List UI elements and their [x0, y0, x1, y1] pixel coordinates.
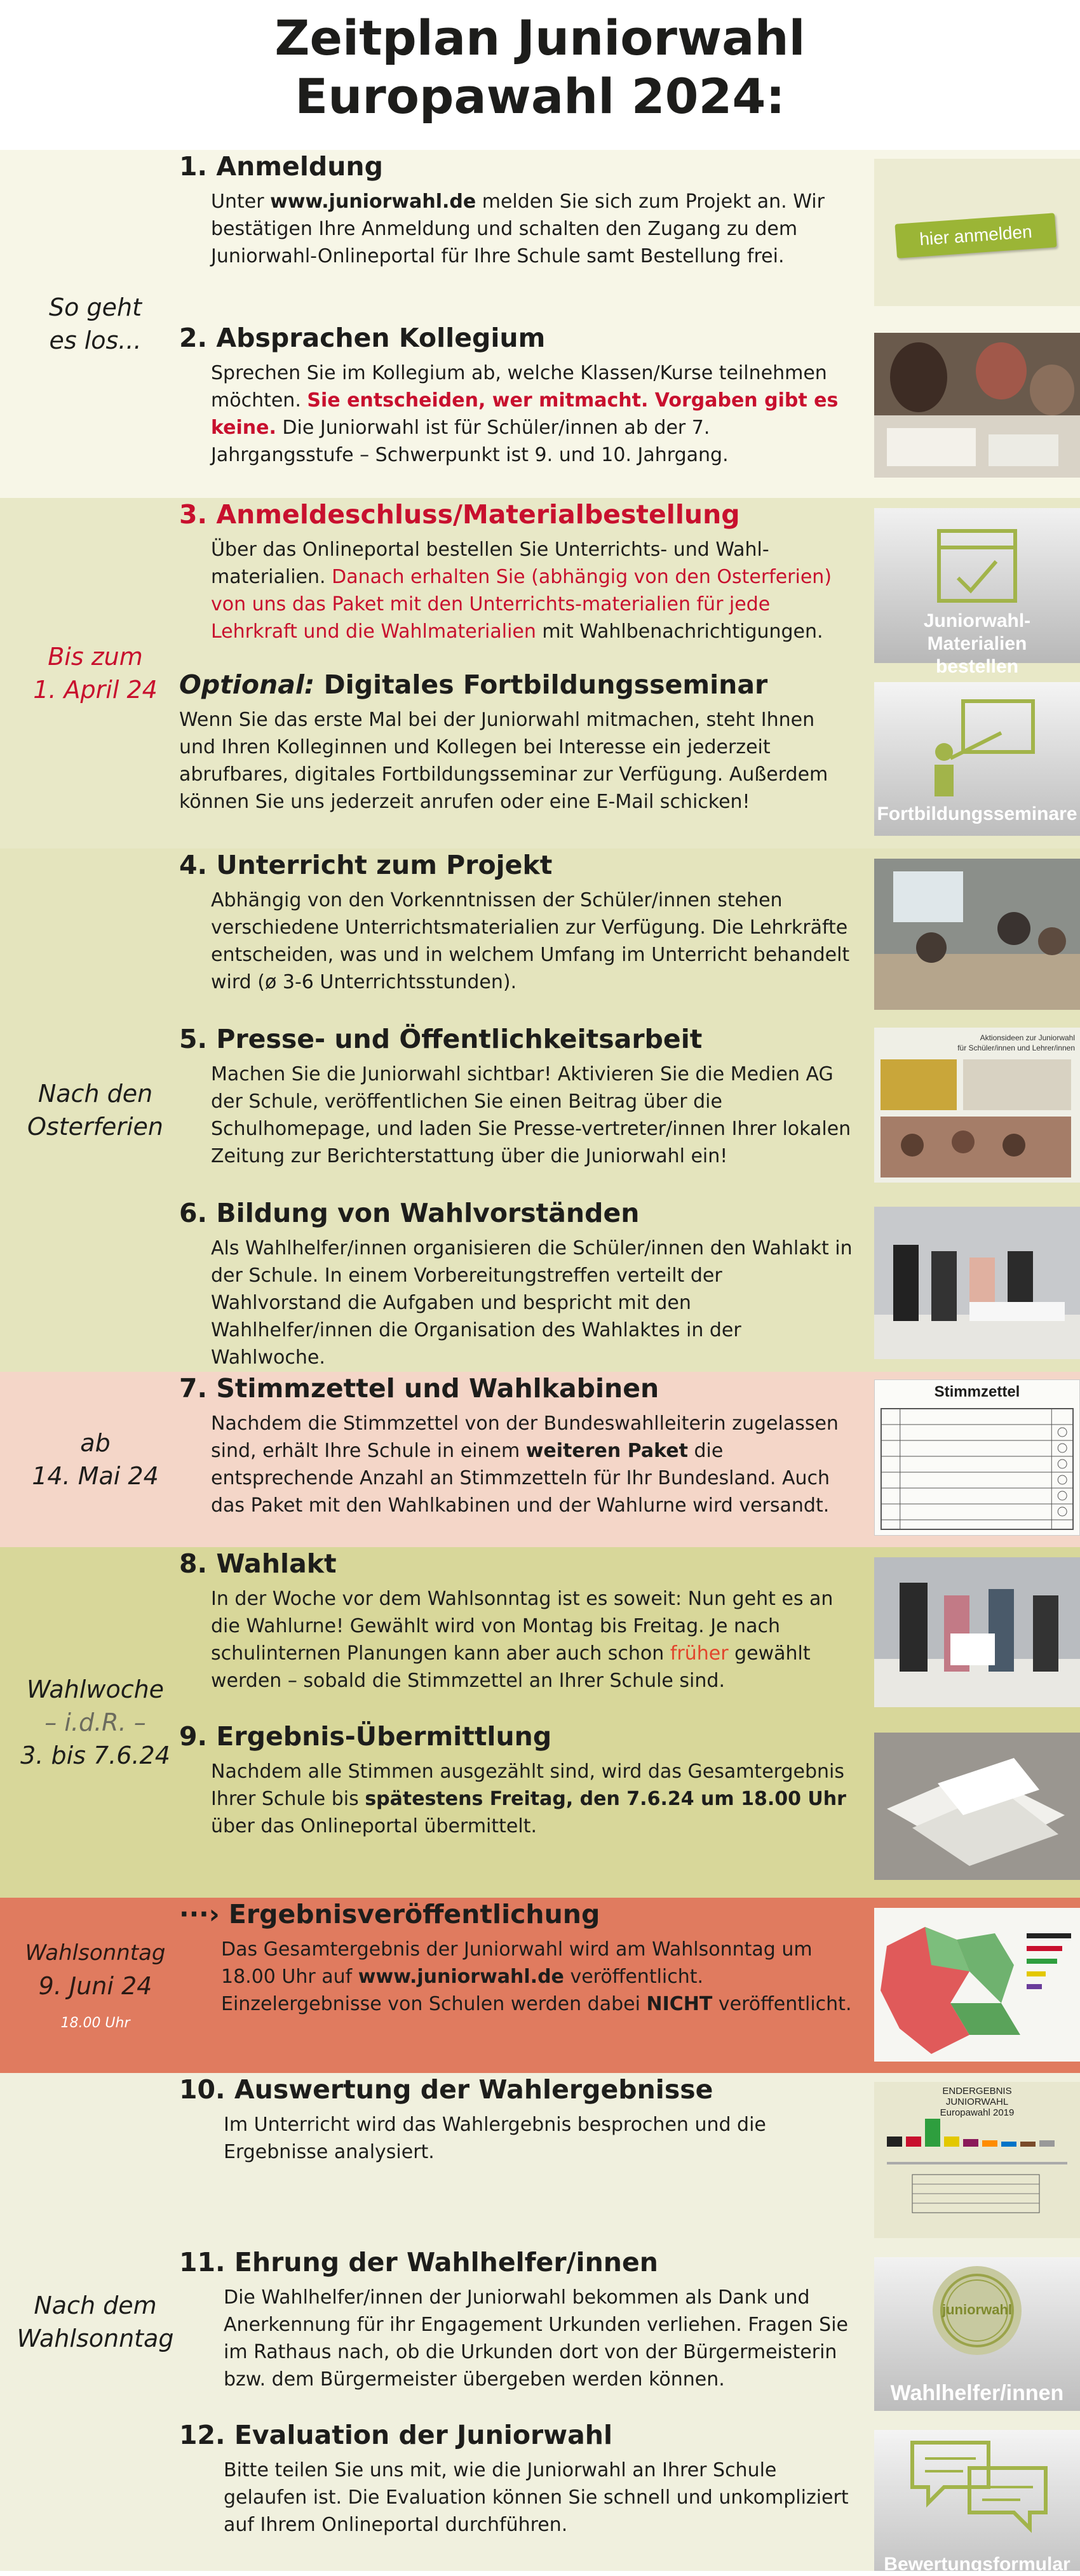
step-title: 3. Anmeldeschluss/Materialbestellung	[179, 499, 740, 530]
step-text: Nachdem alle Stimmen ausgezählt sind, wird das Gesamtergebnis Ihrer Schule bis spätestens Freitag, den 7.6.24 um 18.00 Uhr über das Onlineportal übermittelt.	[211, 1761, 846, 1837]
photo-classroom-icon	[874, 859, 1080, 1010]
step-title: 2. Absprachen Kollegium	[179, 323, 546, 353]
step-text: Das Gesamtergebnis der Juniorwahl wird am Wahlsonntag um 18.00 Uhr auf www.juniorwahl.de veröffentlicht. Einzelergebnisse von Schulen werden dabei NICHT veröffentlicht.	[221, 1938, 852, 2015]
step-title: 6. Bildung von Wahlvorständen	[179, 1198, 640, 1228]
band-ostern	[0, 849, 1080, 1372]
step-text: Über das Onlineportal bestellen Sie Unterrichts- und Wahl-materialien. Danach erhalten Sie (abhängig von den Osterferien) von uns das Paket mit den Unterrichts-materialien für jede Lehrkraft und die Wahlmaterialien mit Wahlbenachrichtigungen.	[211, 539, 832, 643]
step-text: Die Wahlhelfer/innen der Juniorwahl bekommen als Dank und Anerkennung für ihr Engagement Urkunden verliehen. Fragen Sie im Rathaus nach, ob die Urkunden dort von der Bürgermeisterin bzw. dem Bürgermeister übergeben werden können.	[224, 2286, 848, 2391]
photo-students-icon	[874, 1207, 1080, 1359]
seal-text: juniorwahl	[942, 2302, 1012, 2318]
band-label-wahlwoche: Wahlwoche – i.d.R. – 3. bis 7.6.24	[20, 1675, 170, 1769]
result-bars-icon	[874, 2117, 1080, 2238]
step-title: 10. Auswertung der Wahlergebnisse	[179, 2074, 713, 2105]
band-wahlsonntag	[0, 1898, 1080, 2073]
band-nach-wahlsonntag	[0, 2073, 1080, 2575]
photo-ballots-icon	[874, 1733, 1080, 1880]
thumb-kollegium-photo	[874, 333, 1080, 478]
band-label-april: Bis zum 1. April 24	[33, 643, 158, 704]
step-text: In der Woche vor dem Wahlsonntag ist es soweit: Nun geht es an die Wahlurne! Gewählt wird von Montag bis Freitag. Je nach schulinternen Planungen kann aber auch schon früher gewählt werden – sobald die Stimmzettel an Ihrer Schule sind.	[211, 1588, 834, 1692]
thumb-materialien[interactable]	[874, 508, 1080, 677]
step-wahlakt	[179, 1547, 853, 1694]
step-unterricht	[179, 849, 853, 996]
thumb-presse	[874, 1028, 1080, 1183]
step-text: Im Unterricht wird das Wahlergebnis besprochen und die Ergebnisse analysiert.	[224, 2114, 766, 2163]
step-ergebnisveroeffentlichung	[179, 1898, 853, 2018]
thumb-stimmen-photo	[874, 1733, 1080, 1880]
stimmzettel-heading: Stimmzettel	[934, 1383, 1020, 1400]
step-ehrung	[179, 2246, 853, 2393]
step-wahlvorstand	[179, 1197, 853, 1371]
step-title: 4. Unterricht zum Projekt	[179, 850, 553, 880]
step-fortbildung	[179, 668, 853, 815]
thumb-caption: Wahlhelfer/innen	[890, 2381, 1064, 2405]
band-label-nach: Nach dem Wahlsonntag	[17, 2291, 174, 2352]
step-materialbestellung	[179, 498, 853, 645]
speech-bubbles-icon	[874, 2430, 1080, 2571]
thumb-fortbildung[interactable]	[874, 682, 1080, 836]
presse-thumb-heading: Aktionsideen zur Juniorwahl für Schüler/innen und Lehrer/innen	[957, 1033, 1075, 1052]
step-presse	[179, 1023, 853, 1170]
title-line-2: Europawahl 2024:	[295, 68, 785, 124]
thumb-ergebnis-karte	[874, 1908, 1080, 2062]
thumb-wahlakt-photo	[874, 1557, 1080, 1707]
thumb-caption: Juniorwahl-Materialien bestellen	[923, 610, 1031, 677]
juniorwahl-link[interactable]: www.juniorwahl.de	[358, 1966, 564, 1988]
photo-voting-icon	[874, 1557, 1080, 1707]
thumb-wahlhelfer	[874, 2257, 1080, 2411]
step-title: 8. Wahlakt	[179, 1548, 337, 1579]
ballot-rows-icon	[875, 1405, 1079, 1533]
thumb-stimmzettel	[874, 1379, 1080, 1536]
step-title: 1. Anmeldung	[179, 151, 383, 182]
thumb-bewertung[interactable]	[874, 2430, 1080, 2575]
band-wahlwoche	[0, 1547, 1080, 1898]
step-text: Nachdem die Stimmzettel von der Bundeswahlleiterin zugelassen sind, erhält Ihre Schule in einem weiteren Paket die entsprechende Anzahl an Stimmzetteln für Ihr Bundesland. Auch das Paket mit den Wahlkabinen und der Wahlurne wird versandt.	[211, 1412, 839, 1517]
band-label-mai: ab 14. Mai 24	[32, 1429, 159, 1490]
page-title	[0, 0, 1080, 150]
step-title: Optional: Digitales Fortbildungsseminar	[179, 669, 768, 700]
dotted-arrow-icon: ···›	[179, 1899, 220, 1929]
step-title: ···› Ergebnisveröffentlichung	[179, 1899, 600, 1929]
step-text: Abhängig von den Vorkenntnissen der Schüler/innen stehen verschiedene Unterrichtsmaterialien zur Verfügung. Die Lehrkräfte entscheiden, was und in welchem Umfang im Unterricht behandelt wird (ø 3-6 Unterrichtsstunden).	[211, 889, 850, 993]
step-title: 12. Evaluation der Juniorwahl	[179, 2420, 613, 2450]
step-stimmzettel	[179, 1372, 853, 1519]
step-text: Machen Sie die Juniorwahl sichtbar! Aktivieren Sie die Medien AG der Schule, veröffentlichen Sie einen Beitrag über die Schulhomepage, und laden Sie Presse-vertreter/innen Ihrer lokalen Zeitung zur Berichterstattung über die Juniorwahl ein!	[211, 1063, 851, 1167]
band-start	[0, 150, 1080, 498]
thumb-anmelden	[874, 159, 1080, 306]
step-ergebnis-uebermittlung	[179, 1720, 853, 1840]
results-map-icon	[874, 1908, 1080, 2062]
title-line-1: Zeitplan Juniorwahl	[274, 10, 806, 66]
thumb-caption: Bewertungsformular	[884, 2554, 1070, 2575]
photo-teachers-icon	[874, 333, 1080, 478]
step-text: Unter www.juniorwahl.de melden Sie sich zum Projekt an. Wir bestätigen Ihre Anmeldung und schalten den Zugang zu dem Juniorwahl-Onlineportal für Ihre Schule samt Bestellung frei.	[211, 191, 825, 267]
thumb-wahlvorstand-photo	[874, 1207, 1080, 1359]
step-auswertung	[179, 2073, 853, 2166]
step-absprachen	[179, 321, 853, 469]
juniorwahl-link[interactable]: www.juniorwahl.de	[270, 191, 476, 213]
band-mai	[0, 1372, 1080, 1547]
endergebnis-heading: ENDERGEBNIS JUNIORWAHL Europawahl 2019	[940, 2086, 1015, 2118]
step-evaluation	[179, 2418, 853, 2539]
step-title: 9. Ergebnis-Übermittlung	[179, 1721, 552, 1752]
band-label-start: So geht es los...	[49, 293, 142, 354]
step-text: Als Wahlhelfer/innen organisieren die Schüler/innen den Wahlakt in der Schule. In einem Vorbereitungstreffen verteilt der Wahlvorstand die Aufgaben und bespricht mit den Wahlhelfer/innen die Organisation des Wahlaktes in der Wahlwoche.	[211, 1237, 853, 1369]
step-text: Bitte teilen Sie uns mit, wie die Juniorwahl an Ihrer Schule gelaufen ist. Die Evaluation können Sie schnell und unkompliziert auf Ihrem Onlineportal durchführen.	[224, 2459, 849, 2536]
band-label-ostern: Nach den Osterferien	[27, 1080, 163, 1141]
step-title: 7. Stimmzettel und Wahlkabinen	[179, 1373, 659, 1404]
hier-anmelden-button[interactable]: hier anmelden	[894, 213, 1056, 258]
step-title: 11. Ehrung der Wahlhelfer/innen	[179, 2247, 658, 2277]
thumb-classroom-photo	[874, 859, 1080, 1010]
step-title: 5. Presse- und Öffentlichkeitsarbeit	[179, 1024, 703, 1054]
band-april	[0, 498, 1080, 849]
thumb-endergebnis	[874, 2082, 1080, 2238]
band-label-wahlsonntag: Wahlsonntag 9. Juni 24 18.00 Uhr	[25, 1940, 166, 2031]
step-text: Wenn Sie das erste Mal bei der Juniorwahl mitmachen, steht Ihnen und Ihren Kolleginnen und Kollegen bei Interesse ein jederzeit abrufbares, digitales Fortbildungsseminar zur Verfügung. Außerdem können Sie uns jederzeit anrufen oder eine E-Mail schicken!	[179, 709, 828, 813]
thumb-caption: Fortbildungsseminare	[877, 803, 1077, 824]
step-anmeldung	[179, 150, 853, 270]
step-text: Sprechen Sie im Kollegium ab, welche Klassen/Kurse teilnehmen möchten. Sie entscheiden, wer mitmacht. Vorgaben gibt es keine. Die Juniorwahl ist für Schüler/innen ab der 7. Jahrgangsstufe – Schwerpunkt ist 9. und 10. Jahrgang.	[211, 362, 839, 466]
newspaper-collage-icon	[874, 1028, 1080, 1183]
